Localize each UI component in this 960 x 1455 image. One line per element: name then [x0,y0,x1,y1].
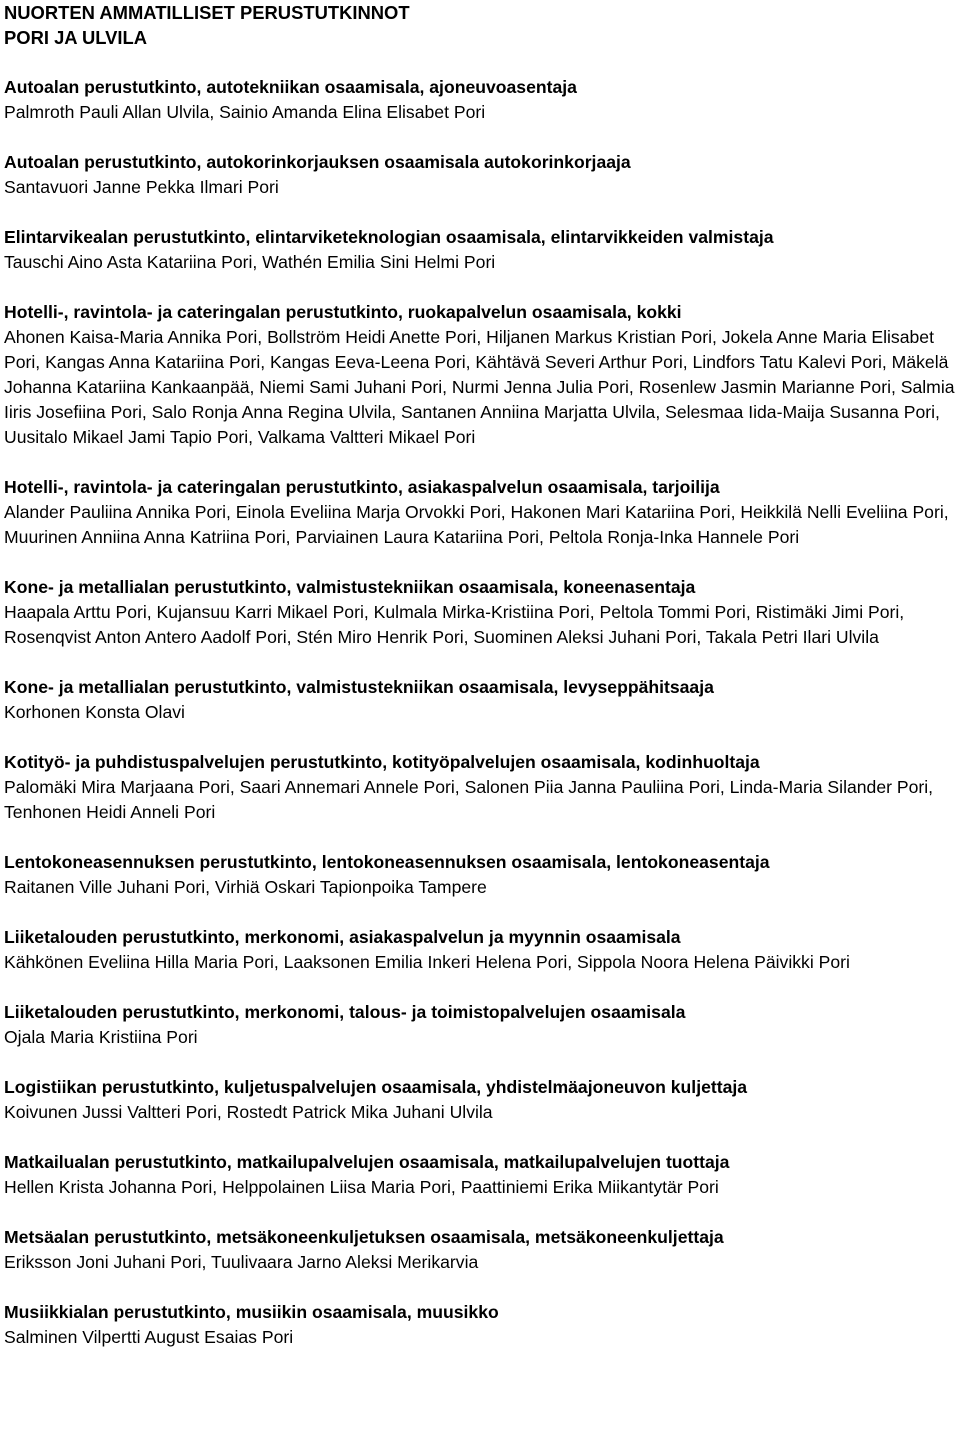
degree-section [4,1225,958,1275]
degree-heading: Logistiikan perustutkinto, kuljetuspalvelujen osaamisala, yhdistelmäajoneuvon kuljettaja [4,1077,748,1097]
graduate-names: Haapala Arttu Pori, Kujansuu Karri Mikael Pori, Kulmala Mirka-Kristiina Pori, Peltola Tommi Pori, Ristimäki Jimi Pori, Rosenqvist Anton Antero Aadolf Pori, Stén Miro Henrik Pori, Suominen Aleksi Juhani Pori, Takala Petri Ilari Ulvila [4,602,905,647]
graduate-names: Korhonen Konsta Olavi [4,702,185,722]
degree-section [4,75,958,125]
title-line-2: PORI JA ULVILA [4,27,148,48]
degree-section [4,300,958,450]
degree-section [4,475,958,550]
title-line-1: NUORTEN AMMATILLISET PERUSTUTKINNOT [4,2,410,23]
degree-heading: Hotelli-, ravintola- ja cateringalan perustutkinto, ruokapalvelun osaamisala, kokki [4,302,682,322]
degree-section [4,1150,958,1200]
graduate-names: Hellen Krista Johanna Pori, Helppolainen Liisa Maria Pori, Paattiniemi Erika Miikantytär Pori [4,1177,719,1197]
degree-heading: Musiikkialan perustutkinto, musiikin osaamisala, muusikko [4,1302,499,1322]
degree-section [4,575,958,650]
degree-section [4,1075,958,1125]
degree-heading: Liiketalouden perustutkinto, merkonomi, asiakaspalvelun ja myynnin osaamisala [4,927,681,947]
degree-heading: Lentokoneasennuksen perustutkinto, lentokoneasennuksen osaamisala, lentokoneasentaja [4,852,770,872]
document-title [4,0,958,50]
degree-heading: Matkailualan perustutkinto, matkailupalvelujen osaamisala, matkailupalvelujen tuottaja [4,1152,730,1172]
graduate-names: Palomäki Mira Marjaana Pori, Saari Annemari Annele Pori, Salonen Piia Janna Pauliina Pori, Linda-Maria Silander Pori, Tenhonen Heidi Anneli Pori [4,777,934,822]
document-page [4,0,958,1350]
degree-heading: Kone- ja metallialan perustutkinto, valmistustekniikan osaamisala, levyseppähitsaaja [4,677,714,697]
graduate-names: Tauschi Aino Asta Katariina Pori, Wathén Emilia Sini Helmi Pori [4,252,496,272]
degree-heading: Autoalan perustutkinto, autokorinkorjauksen osaamisala autokorinkorjaaja [4,152,631,172]
graduate-names: Ojala Maria Kristiina Pori [4,1027,198,1047]
degree-heading: Kotityö- ja puhdistuspalvelujen perustutkinto, kotityöpalvelujen osaamisala, kodinhuoltaja [4,752,760,772]
degree-section [4,225,958,275]
graduate-names: Raitanen Ville Juhani Pori, Virhiä Oskari Tapionpoika Tampere [4,877,487,897]
graduate-names: Santavuori Janne Pekka Ilmari Pori [4,177,279,197]
degree-section [4,1300,958,1350]
graduate-names: Koivunen Jussi Valtteri Pori, Rostedt Patrick Mika Juhani Ulvila [4,1102,493,1122]
graduate-names: Alander Pauliina Annika Pori, Einola Eveliina Marja Orvokki Pori, Hakonen Mari Katariina Pori, Heikkilä Nelli Eveliina Pori, Muurinen Anniina Anna Katriina Pori, Parviainen Laura Katariina Pori, Peltola Ronja-Inka Hannele Pori [4,502,949,547]
degree-heading: Autoalan perustutkinto, autotekniikan osaamisala, ajoneuvoasentaja [4,77,577,97]
degree-heading: Elintarvikealan perustutkinto, elintarviketeknologian osaamisala, elintarvikkeiden valmistaja [4,227,774,247]
graduate-names: Eriksson Joni Juhani Pori, Tuulivaara Jarno Aleksi Merikarvia [4,1252,479,1272]
graduate-names: Kähkönen Eveliina Hilla Maria Pori, Laaksonen Emilia Inkeri Helena Pori, Sippola Noora Helena Päivikki Pori [4,952,850,972]
degree-section [4,850,958,900]
degree-section [4,675,958,725]
degree-heading: Hotelli-, ravintola- ja cateringalan perustutkinto, asiakaspalvelun osaamisala, tarjoilija [4,477,720,497]
degree-section [4,1000,958,1050]
degree-section [4,925,958,975]
degree-heading: Metsäalan perustutkinto, metsäkoneenkuljetuksen osaamisala, metsäkoneenkuljettaja [4,1227,724,1247]
degree-heading: Liiketalouden perustutkinto, merkonomi, talous- ja toimistopalvelujen osaamisala [4,1002,686,1022]
degree-section [4,150,958,200]
graduate-names: Palmroth Pauli Allan Ulvila, Sainio Amanda Elina Elisabet Pori [4,102,486,122]
degree-section [4,750,958,825]
graduate-names: Salminen Vilpertti August Esaias Pori [4,1327,294,1347]
graduate-names: Ahonen Kaisa-Maria Annika Pori, Bollström Heidi Anette Pori, Hiljanen Markus Kristian Pori, Jokela Anne Maria Elisabet Pori, Kangas Anna Katariina Pori, Kangas Eeva-Leena Pori, Kähtävä Severi Arthur Pori, Lindfors Tatu Kalevi Pori, Mäkelä Johanna Katariina Kankaanpää, Niemi Sami Juhani Pori, Nurmi Jenna Julia Pori, Rosenlew Jasmin Marianne Pori, Salmia Iiris Josefiina Pori, Salo Ronja Anna Regina Ulvila, Santanen Anniina Marjatta Ulvila, Selesmaa Iida-Maija Susanna Pori, Uusitalo Mikael Jami Tapio Pori, Valkama Valtteri Mikael Pori [4,327,955,447]
degree-heading: Kone- ja metallialan perustutkinto, valmistustekniikan osaamisala, koneenasentaja [4,577,696,597]
